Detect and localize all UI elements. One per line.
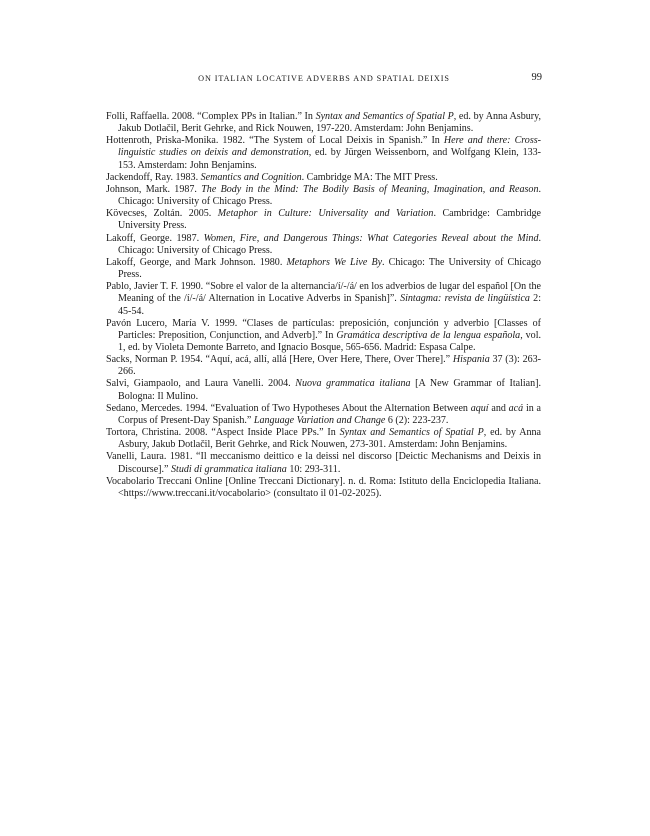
reference-title: Language Variation and Change [253,414,386,426]
reference-text: 10: 293-311. [286,463,341,475]
page-number: 99 [531,72,542,83]
reference-text: , ed. by Anna Asbury, Jakub Dotlačil, Berit Gehrke, and Rick Nouwen, 273-301. Amsterdam: John Benjamins. [118,427,542,451]
reference-text: and [488,402,509,414]
references-list [106,111,541,500]
reference-entry [106,378,541,402]
reference-entry [106,208,541,232]
reference-title: Gramática descriptiva de la lengua española [336,329,521,341]
reference-title: aquí [470,402,489,414]
reference-entry [106,354,541,378]
reference-entry [106,318,541,354]
reference-title: The Body in the Mind: The Bodily Basis of Meaning, Imagination, and Reason [201,183,539,195]
reference-title: Hispania [452,354,490,366]
reference-text: . Cambridge: Cambridge University Press. [118,208,541,232]
reference-text: Salvi, Giampaolo, and Laura Vanelli. 2004. [106,378,296,390]
reference-entry [106,111,541,135]
reference-entry [106,281,541,317]
reference-text: Vocabolario Treccani Online [Online Treccani Dictionary]. n. d. Roma: Istituto della Enciclopedia Italiana. <https://www.treccani.it/vocabolario> (consultato il 01-02-2025). [106,475,541,499]
reference-text: Kövecses, Zoltán. 2005. [106,208,218,220]
reference-text: Lakoff, George. 1987. [106,232,204,244]
reference-text: . Cambridge MA: The MIT Press. [301,171,438,183]
reference-title: Metaphor in Culture: Universality and Variation [217,208,434,220]
reference-entry [106,451,541,475]
reference-text: . Chicago: The University of Chicago Press. [118,256,541,281]
reference-entry [106,233,541,257]
reference-text: Tortora, Christina. 2008. “Aspect Inside Place PPs.” In [106,427,340,439]
reference-entry [106,184,541,208]
reference-text: Johnson, Mark. 1987. [106,183,202,195]
reference-entry [106,172,541,184]
reference-entry [106,135,541,171]
reference-title: Sintagma: revista de lingüística [400,293,530,305]
reference-entry [106,427,541,451]
reference-entry [106,403,541,427]
reference-text: 2: 45-54. [118,293,542,317]
reference-text: . Chicago: University of Chicago Press. [118,232,541,256]
reference-text: [A New Grammar of Italian]. Bologna: Il Mulino. [118,378,541,402]
reference-title: Nuova grammatica italiana [295,378,411,390]
reference-text: Pablo, Javier T. F. 1990. “Sobre el valor de la alternancia/í/-/á/ en los adverbios de lugar del español [On the Meaning of the /í/-/á/ Alternation in Locative Adverbs in Spanish]”. [106,281,541,305]
reference-text: 37 (3): 263-266. [118,354,541,378]
reference-title: acá [508,402,524,414]
reference-title: Here and there: Cross-linguistic studies on deixis and demonstration [118,135,541,159]
reference-text: Jackendoff, Ray. 1983. [106,171,201,183]
reference-entry [106,476,541,500]
reference-text: , vol. 1, ed. by Violeta Demonte Barreto, and Ignacio Bosque, 565-656. Madrid: Espasa Calpe. [118,329,541,353]
reference-title: Syntax and Semantics of Spatial P [315,111,454,122]
reference-text: , ed. by Jürgen Weissenborn, and Wolfgang Klein, 133-153. Amsterdam: John Benjamins. [118,147,542,171]
reference-text: 6 (2): 223-237. [385,414,449,426]
reference-title: Studi di grammatica italiana [171,463,287,475]
reference-text: . Chicago: University of Chicago Press. [118,183,541,208]
reference-text: Pavón Lucero, María V. 1999. “Clases de partículas: preposición, conjunción y adverbio [Classes of Particles: Preposition, Conjunction, and Adverb].” In [106,317,541,341]
reference-text: Vanelli, Laura. 1981. “Il meccanismo deittico e la deissi nel discorso [Deictic Mechanisms and Deixis in Discourse].” [106,451,541,475]
reference-entry [106,257,541,281]
reference-text: Sedano, Mercedes. 1994. “Evaluation of Two Hypotheses About the Alternation Between [106,402,471,414]
reference-title: Syntax and Semantics of Spatial P [339,427,484,439]
reference-text: Folli, Raffaella. 2008. “Complex PPs in Italian.” In [106,111,316,122]
reference-text: in a Corpus of Present-Day Spanish.” [118,402,541,426]
reference-text: Hottenroth, Priska-Monika. 1982. “The System of Local Deixis in Spanish.” In [106,135,444,147]
reference-title: Semantics and Cognition [200,171,302,183]
reference-text: , ed. by Anna Asbury, Jakub Dotlačil, Berit Gehrke, and Rick Nouwen, 197-220. Amsterdam: John Benjamins. [118,111,541,135]
running-title: ON ITALIAN LOCATIVE ADVERBS AND SPATIAL DEIXIS [198,74,450,83]
reference-text: Sacks, Norman P. 1954. “Aquí, acá, allí, allá [Here, Over Here, There, Over There].” [106,354,453,366]
reference-title: Women, Fire, and Dangerous Things: What Categories Reveal about the Mind [203,232,539,244]
reference-title: Metaphors We Live By [286,256,383,268]
reference-text: Lakoff, George, and Mark Johnson. 1980. [106,256,287,268]
running-head [106,72,542,86]
